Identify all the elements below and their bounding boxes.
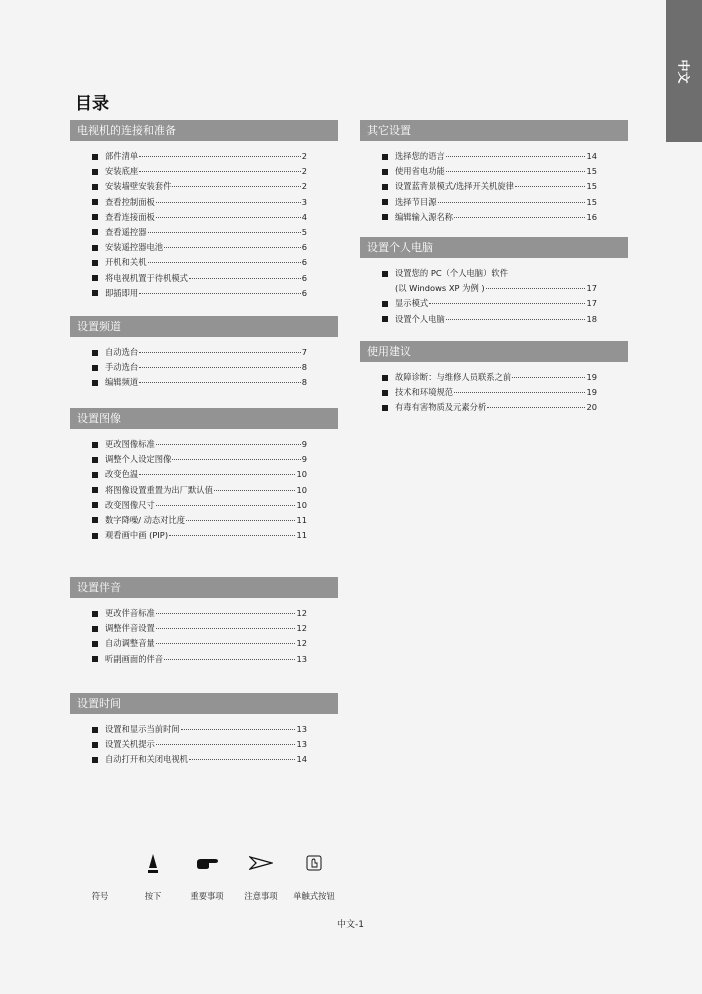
toc-list-other [382, 149, 597, 225]
toc-item-page: 4 [301, 211, 307, 222]
leader-dots [446, 156, 586, 157]
list-item[interactable] [92, 195, 307, 210]
leader-dots [148, 262, 301, 263]
section-advice [360, 341, 628, 416]
leader-dots [139, 367, 301, 368]
toc-item-page: 13 [296, 724, 307, 734]
toc-item-page: 7 [301, 347, 307, 357]
legend-symbol [80, 852, 120, 902]
toc-item-page: 16 [586, 211, 597, 222]
section-pc [360, 237, 628, 327]
toc-item-page: 2 [301, 151, 307, 161]
toc-item-label: 显示模式 [395, 298, 429, 309]
leader-dots [156, 505, 296, 506]
legend-note-label: 注意事项 [244, 891, 278, 901]
list-item[interactable] [382, 296, 597, 311]
list-item[interactable] [382, 195, 597, 210]
leader-dots [156, 444, 301, 445]
toc-item-label: 编辑频道 [105, 377, 139, 388]
leader-dots [214, 490, 296, 491]
toc-item-page: 11 [296, 530, 307, 541]
list-item[interactable] [92, 240, 307, 255]
toc-item-page: 9 [301, 454, 307, 465]
leader-dots [189, 278, 301, 279]
toc-item-page: 15 [586, 166, 597, 177]
leader-dots [446, 319, 586, 320]
toc-list-time [92, 722, 307, 768]
toc-item-label: 即插即用 [105, 287, 139, 298]
section-channel [70, 316, 338, 391]
toc-item-page: 13 [296, 653, 307, 664]
toc-item-page: 10 [296, 499, 307, 510]
toc-item-label: 查看连接面板 [105, 211, 155, 222]
toc-item-page: 9 [301, 439, 307, 449]
toc-item-label: 故障诊断：与维修人员联系之前 [395, 372, 512, 382]
list-item-sub[interactable] [382, 281, 597, 296]
list-item[interactable] [92, 225, 307, 240]
list-item[interactable] [92, 722, 307, 737]
language-tab-label: 中文 [676, 58, 691, 84]
toc-item-page: 6 [301, 272, 307, 283]
section-title-other: 其它设置 [360, 120, 628, 141]
leader-dots [156, 628, 296, 629]
toc-item-page: 10 [296, 469, 307, 480]
leader-dots [156, 613, 296, 614]
leader-dots [156, 217, 301, 218]
page-title: 目录 [75, 94, 109, 114]
toc-item-label: 设置蓝背景模式/选择开关机旋律 [395, 181, 514, 192]
toc-item-page: 6 [301, 242, 307, 253]
toc-item-label: 改变色温 [105, 469, 139, 480]
toc-item-page: 6 [301, 287, 307, 298]
toc-item-label: 听副画面的伴音 [105, 653, 164, 664]
note-arrow-icon [238, 852, 284, 874]
toc-item-label: 观看画中画 (PIP) [105, 530, 169, 541]
list-item[interactable] [382, 164, 597, 179]
list-item[interactable] [92, 360, 307, 375]
toc-item-label: 查看控制面板 [105, 196, 155, 207]
toc-item-label: 设置您的 PC（个人电脑）软件 [395, 268, 508, 278]
toc-item-page: 20 [586, 402, 597, 413]
list-item[interactable] [92, 271, 307, 286]
toc-item-page: 3 [301, 196, 307, 207]
legend-press [133, 852, 173, 902]
toc-item-label: 自动打开和关闭电视机 [105, 754, 188, 765]
leader-dots [172, 186, 300, 187]
section-connect [70, 120, 338, 301]
toc-item-page: 2 [301, 181, 307, 192]
legend-one-touch [288, 852, 340, 902]
toc-item-label: 使用省电功能 [395, 166, 445, 177]
leader-dots [429, 303, 585, 304]
list-item[interactable] [382, 149, 597, 164]
toc-item-label: 数字降噪/ 动态对比度 [105, 514, 186, 525]
toc-item-page: 19 [586, 372, 597, 382]
leader-dots [181, 729, 296, 730]
leader-dots [169, 535, 295, 536]
toc-item-page: 17 [586, 298, 597, 309]
leader-dots [189, 759, 295, 760]
toc-item-label: 调整伴音设置 [105, 623, 155, 634]
section-picture [70, 408, 338, 543]
toc-item-page: 12 [296, 638, 307, 649]
toc-item-page: 15 [586, 181, 597, 192]
toc-item-label: 手动选台 [105, 362, 139, 373]
list-item[interactable] [92, 345, 307, 360]
legend-note [238, 852, 284, 902]
list-item[interactable] [92, 286, 307, 301]
section-time [70, 693, 338, 768]
list-item[interactable] [92, 210, 307, 225]
leader-dots [487, 407, 585, 408]
leader-dots [512, 377, 585, 378]
toc-item-page: 14 [296, 754, 307, 765]
toc-item-page: 6 [301, 257, 307, 268]
press-icon [133, 852, 173, 874]
toc-item-page: 13 [296, 739, 307, 750]
section-title-sound: 设置伴音 [70, 577, 338, 598]
toc-list-channel [92, 345, 307, 391]
toc-item-page: 18 [586, 313, 597, 324]
list-item[interactable] [92, 737, 307, 752]
leader-dots [139, 171, 301, 172]
toc-item-label: 自动调整音量 [105, 638, 155, 649]
list-item[interactable] [382, 400, 597, 415]
toc-list-connect [92, 149, 307, 301]
toc-item-label: 设置关机提示 [105, 739, 155, 750]
toc-item-page: 8 [301, 362, 307, 373]
list-item[interactable] [92, 179, 307, 194]
section-other [360, 120, 628, 225]
toc-item-label: 将图像设置重置为出厂默认值 [105, 484, 213, 495]
list-item[interactable] [92, 528, 307, 543]
leader-dots [454, 217, 585, 218]
toc-list-sound [92, 606, 307, 667]
toc-list-pc-rest [382, 296, 597, 326]
section-title-advice: 使用建议 [360, 341, 628, 362]
list-item[interactable] [92, 652, 307, 667]
toc-item-page: 11 [296, 514, 307, 525]
toc-item-page: 12 [296, 623, 307, 634]
list-item[interactable] [382, 210, 597, 225]
list-item[interactable] [92, 375, 307, 390]
section-title-channel: 设置频道 [70, 316, 338, 337]
toc-item-label: 设置和显示当前时间 [105, 724, 180, 734]
leader-dots [148, 232, 301, 233]
toc-item-label: 安装遥控器电池 [105, 242, 164, 253]
toc-item-label: 部件清单 [105, 151, 139, 161]
leader-dots [156, 744, 296, 745]
leader-dots [438, 202, 586, 203]
toc-list-picture [92, 437, 307, 543]
toc-item-label: (以 Windows XP 为例 ) [395, 283, 485, 294]
toc-item-page: 10 [296, 484, 307, 495]
list-item[interactable] [92, 452, 307, 467]
leader-dots [186, 520, 295, 521]
list-item[interactable] [92, 255, 307, 270]
toc-item-page: 5 [301, 226, 307, 237]
list-item[interactable] [382, 179, 597, 194]
toc-item-label: 编辑输入源名称 [395, 211, 454, 222]
toc-item-label: 更改伴音标准 [105, 608, 155, 618]
toc-item-label: 安装墙壁安装套件 [105, 181, 172, 192]
toc-item-label: 选择您的语言 [395, 151, 445, 161]
toc-item-page: 8 [301, 377, 307, 388]
one-touch-button-icon [288, 852, 340, 874]
toc-item-label: 设置个人电脑 [395, 313, 445, 324]
page-number: 中文-1 [337, 920, 364, 930]
section-title-time: 设置时间 [70, 693, 338, 714]
leader-dots [172, 459, 300, 460]
toc-item-label: 查看遥控器 [105, 226, 147, 237]
toc-item-label: 开机和关机 [105, 257, 147, 268]
list-item[interactable] [382, 370, 597, 385]
toc-item-page: 19 [586, 387, 597, 398]
list-item[interactable] [92, 606, 307, 621]
toc-item-label: 有毒有害物质及元素分析 [395, 402, 487, 413]
list-item[interactable] [92, 752, 307, 767]
legend-press-label: 按下 [144, 891, 162, 901]
legend-one-touch-label: 单触式按钮 [293, 891, 335, 901]
list-item[interactable] [92, 498, 307, 513]
list-item[interactable] [92, 483, 307, 498]
toc-item-page: 12 [296, 608, 307, 618]
leader-dots [139, 352, 301, 353]
toc-item-label: 调整个人设定图像 [105, 454, 172, 465]
legend-important [184, 852, 230, 902]
legend-important-label: 重要事项 [190, 891, 224, 901]
list-item[interactable] [92, 513, 307, 528]
toc-item-page: 17 [586, 283, 597, 294]
leader-dots [515, 186, 585, 187]
toc-list-advice [382, 370, 597, 416]
leader-dots [139, 293, 301, 294]
list-item[interactable] [92, 467, 307, 482]
leader-dots [454, 392, 585, 393]
toc-item-label: 技术和环境规范 [395, 387, 454, 398]
leader-dots [139, 382, 301, 383]
leader-dots [156, 643, 296, 644]
leader-dots [139, 474, 295, 475]
leader-dots [486, 288, 586, 289]
leader-dots [164, 659, 295, 660]
leader-dots [164, 247, 301, 248]
list-item[interactable] [382, 385, 597, 400]
leader-dots [446, 171, 586, 172]
pointing-hand-icon [184, 852, 230, 874]
list-item[interactable] [92, 437, 307, 452]
toc-item-page: 2 [301, 166, 307, 177]
leader-dots [139, 156, 301, 157]
toc-item-label: 自动选台 [105, 347, 139, 357]
legend-symbol-label: 符号 [91, 891, 109, 901]
section-title-pc: 设置个人电脑 [360, 237, 628, 258]
list-item[interactable] [92, 149, 307, 164]
toc-item-label: 选择节目源 [395, 196, 437, 207]
toc-item-label: 更改图像标准 [105, 439, 155, 449]
language-tab [666, 0, 702, 142]
section-title-connect: 电视机的连接和准备 [70, 120, 338, 141]
section-title-picture: 设置图像 [70, 408, 338, 429]
toc-item-page: 14 [586, 151, 597, 161]
list-item[interactable] [92, 164, 307, 179]
list-item[interactable] [92, 621, 307, 636]
toc-list-pc [382, 266, 597, 296]
toc-item-page: 15 [586, 196, 597, 207]
toc-item-label: 将电视机置于待机模式 [105, 272, 188, 283]
list-item[interactable] [92, 636, 307, 651]
list-item[interactable] [382, 312, 597, 327]
leader-dots [156, 202, 301, 203]
toc-item-label: 安装底座 [105, 166, 139, 177]
toc-item-label: 改变图像尺寸 [105, 499, 155, 510]
list-item[interactable] [382, 266, 597, 281]
section-sound [70, 577, 338, 667]
